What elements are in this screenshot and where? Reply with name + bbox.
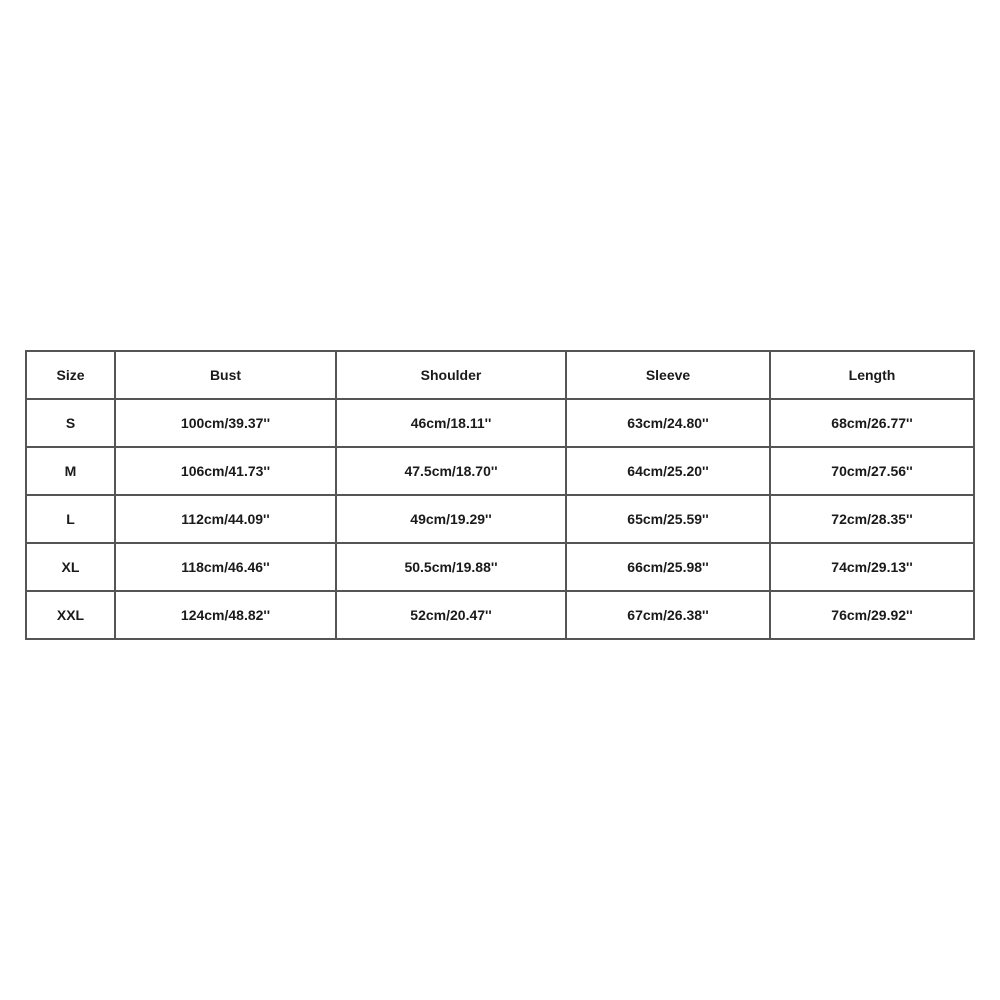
table-row [26, 399, 974, 447]
cell-length: 68cm/26.77'' [770, 399, 974, 447]
cell-sleeve: 64cm/25.20'' [566, 447, 770, 495]
cell-size: S [26, 399, 115, 447]
cell-bust: 118cm/46.46'' [115, 543, 336, 591]
cell-length: 74cm/29.13'' [770, 543, 974, 591]
cell-length: 72cm/28.35'' [770, 495, 974, 543]
size-chart-header [26, 351, 974, 399]
cell-shoulder: 46cm/18.11'' [336, 399, 566, 447]
cell-size: L [26, 495, 115, 543]
table-row [26, 447, 974, 495]
cell-sleeve: 67cm/26.38'' [566, 591, 770, 639]
cell-sleeve: 65cm/25.59'' [566, 495, 770, 543]
cell-bust: 106cm/41.73'' [115, 447, 336, 495]
header-length: Length [770, 351, 974, 399]
cell-bust: 100cm/39.37'' [115, 399, 336, 447]
cell-bust: 112cm/44.09'' [115, 495, 336, 543]
header-bust: Bust [115, 351, 336, 399]
cell-shoulder: 52cm/20.47'' [336, 591, 566, 639]
cell-shoulder: 47.5cm/18.70'' [336, 447, 566, 495]
size-chart-body [26, 399, 974, 639]
cell-shoulder: 49cm/19.29'' [336, 495, 566, 543]
table-row [26, 543, 974, 591]
cell-sleeve: 63cm/24.80'' [566, 399, 770, 447]
cell-bust: 124cm/48.82'' [115, 591, 336, 639]
cell-size: XL [26, 543, 115, 591]
table-row [26, 495, 974, 543]
table-row [26, 591, 974, 639]
cell-size: XXL [26, 591, 115, 639]
cell-shoulder: 50.5cm/19.88'' [336, 543, 566, 591]
size-chart-table [25, 350, 975, 640]
cell-length: 70cm/27.56'' [770, 447, 974, 495]
header-size: Size [26, 351, 115, 399]
cell-length: 76cm/29.92'' [770, 591, 974, 639]
cell-sleeve: 66cm/25.98'' [566, 543, 770, 591]
header-shoulder: Shoulder [336, 351, 566, 399]
cell-size: M [26, 447, 115, 495]
header-sleeve: Sleeve [566, 351, 770, 399]
header-row [26, 351, 974, 399]
